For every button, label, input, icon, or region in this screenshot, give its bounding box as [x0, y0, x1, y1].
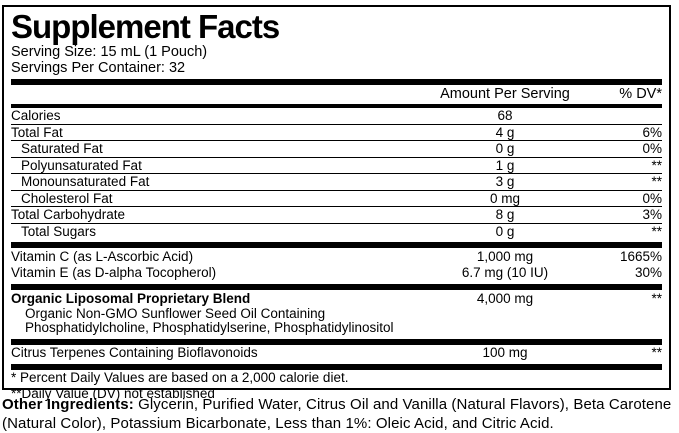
nutrient-name: Vitamin E (as D-alpha Tocopherol)	[11, 265, 217, 280]
amount-per-serving-header: Amount Per Serving	[440, 86, 570, 102]
percent-dv-header: % DV*	[619, 86, 662, 102]
nutrient-row-vitamin-c	[11, 248, 662, 265]
nutrient-row-calories	[11, 108, 662, 124]
nutrient-dv: 6%	[642, 124, 662, 140]
nutrient-dv: 1665%	[619, 248, 662, 264]
nutrient-dv: **	[651, 223, 662, 239]
nutrient-amount: 8 g	[495, 207, 515, 222]
nutrient-amount: 0 g	[495, 141, 515, 156]
nutrient-row-cholesterol-fat	[11, 190, 662, 207]
blend-ingredient-line: Organic Non-GMO Sunflower Seed Oil Containing	[25, 305, 326, 321]
nutrient-row-total-carbohydrate	[11, 206, 662, 223]
nutrient-name: Total Fat	[11, 124, 63, 140]
nutrient-dv: 0%	[642, 141, 662, 156]
nutrient-amount: 1,000 mg	[476, 248, 534, 264]
nutrient-name: Total Carbohydrate	[11, 207, 126, 222]
nutrient-name: Total Sugars	[21, 223, 97, 239]
serving-size: Serving Size: 15 mL (1 Pouch)	[11, 44, 208, 60]
panel-title: Supplement Facts	[11, 8, 280, 45]
other-ingredients-label: Other Ingredients:	[2, 396, 134, 413]
nutrient-row-proprietary-blend	[11, 290, 662, 307]
nutrient-name: Polyunsaturated Fat	[21, 157, 142, 173]
nutrient-dv: 30%	[634, 265, 662, 280]
servings-per-container: Servings Per Container: 32	[11, 59, 186, 76]
nutrient-name: Monounsaturated Fat	[21, 174, 150, 189]
nutrient-dv: **	[651, 157, 662, 173]
nutrient-amount: 3 g	[495, 174, 515, 189]
nutrient-row-total-fat	[11, 124, 662, 141]
footnote-dv-not-established: **Daily Value (DV) not established	[11, 385, 215, 401]
nutrient-amount: 100 mg	[482, 345, 528, 360]
footnote-daily-values: * Percent Daily Values are based on a 2,000 calorie diet.	[11, 370, 349, 385]
supplement-facts-panel	[2, 5, 671, 401]
other-ingredients	[2, 396, 678, 433]
nutrient-name: Organic Liposomal Proprietary Blend	[11, 290, 251, 306]
nutrient-name: Calories	[11, 108, 61, 123]
nutrient-dv: 3%	[642, 207, 662, 222]
nutrient-name: Vitamin C (as L-Ascorbic Acid)	[11, 248, 194, 264]
nutrient-dv: **	[651, 174, 662, 189]
nutrient-dv: **	[651, 345, 662, 360]
nutrient-amount: 0 mg	[489, 190, 520, 206]
nutrient-dv: **	[651, 290, 662, 306]
nutrient-name: Cholesterol Fat	[21, 190, 113, 206]
nutrient-amount: 68	[497, 108, 513, 123]
nutrient-dv: 0%	[642, 190, 662, 206]
other-ingredients-text: Glycerin, Purified Water, Citrus Oil and Vanilla (Natural Flavors), Beta Carotene (Natural Color), Potassium Bicarbonate, Less than 1%: Oleic Acid, and Citric Acid.	[2, 396, 672, 432]
table-header-row	[11, 85, 662, 104]
nutrient-row-saturated-fat	[11, 140, 662, 157]
nutrient-row-citrus-terpenes	[11, 345, 662, 362]
nutrient-name: Saturated Fat	[21, 141, 103, 156]
nutrient-amount: 1 g	[495, 157, 515, 173]
nutrient-name: Citrus Terpenes Containing Bioflavonoids	[11, 345, 258, 360]
nutrient-amount: 6.7 mg (10 IU)	[461, 265, 549, 280]
nutrient-row-monounsaturated-fat	[11, 173, 662, 190]
nutrient-row-total-sugars	[11, 223, 662, 240]
nutrient-row-polyunsaturated-fat	[11, 157, 662, 174]
blend-ingredient-line: Phosphatidylcholine, Phosphatidylserine, Phosphatidylinositol	[25, 320, 394, 335]
nutrient-amount: 0 g	[495, 223, 515, 239]
nutrient-row-vitamin-e	[11, 265, 662, 282]
nutrient-amount: 4,000 mg	[476, 290, 534, 306]
nutrient-amount: 4 g	[495, 124, 515, 140]
